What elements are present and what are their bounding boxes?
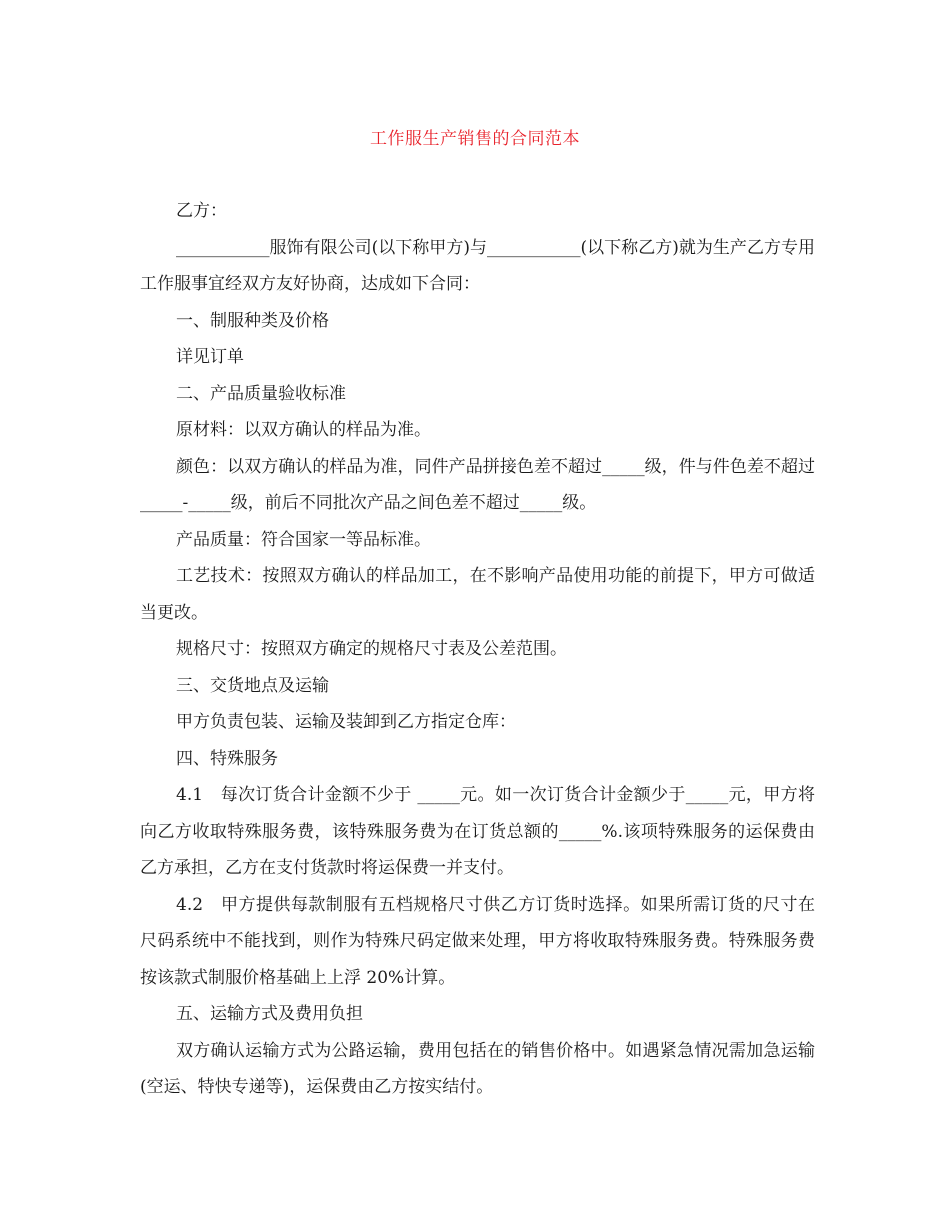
heading-section-2: 二、产品质量验收标准 [176, 383, 346, 404]
paragraph-delivery: 甲方负责包装、运输及装卸到乙方指定仓库： [176, 712, 516, 732]
heading-section-5: 五、运输方式及费用负担 [176, 1004, 363, 1024]
paragraph-transport: 双方确认运输方式为公路运输，费用包括在的销售价格中。如遇紧急情况需加急运输(空运、特快专递等)，运保费由乙方按实结付。 [140, 1040, 815, 1097]
paragraph-intro: ___________服饰有限公司(以下称甲方)与___________(以下称乙方)就为生产乙方专用工作服事宜经双方友好协商，达成如下合同： [140, 237, 815, 294]
paragraph-color: 颜色：以双方确认的样品为准，同件产品拼接色差不超过_____级，件与件色差不超过_____-_____级，前后不同批次产品之间色差不超过_____级。 [140, 456, 815, 513]
paragraph-clause-4-2: 4.2 甲方提供每款制服有五档规格尺寸供乙方订货时选择。如果所需订货的尺寸在尺码系统中不能找到，则作为特殊尺码定做来处理，甲方将收取特殊服务费。特殊服务费按该款式制服价格基础上上浮 20%计算。 [140, 894, 815, 988]
paragraph-party-b: 乙方： [176, 201, 227, 221]
document-title: 工作服生产销售的合同范本 [370, 129, 580, 149]
heading-section-3: 三、交货地点及运输 [176, 675, 329, 696]
paragraph-product-quality: 产品质量：符合国家一等品标准。 [176, 529, 431, 550]
paragraph-raw-material: 原材料：以双方确认的样品为准。 [176, 420, 431, 440]
paragraph-clause-4-1: 4.1 每次订货合计金额不少于 _____元。如一次订货合计金额少于_____元，甲方将向乙方收取特殊服务费，该特殊服务费为在订货总额的_____%.该项特殊服务的运保费由乙方承担，乙方在支付货款时将运保费一并支付。 [140, 785, 815, 878]
paragraph-craftsmanship: 工艺技术：按照双方确认的样品加工，在不影响产品使用功能的前提下，甲方可做适当更改。 [140, 566, 815, 623]
paragraph-see-order: 详见订单 [176, 347, 244, 367]
heading-section-1: 一、制服种类及价格 [176, 310, 329, 331]
paragraph-specifications: 规格尺寸：按照双方确定的规格尺寸表及公差范围。 [176, 639, 567, 659]
document-body [140, 193, 815, 1106]
heading-section-4: 四、特殊服务 [176, 748, 278, 769]
